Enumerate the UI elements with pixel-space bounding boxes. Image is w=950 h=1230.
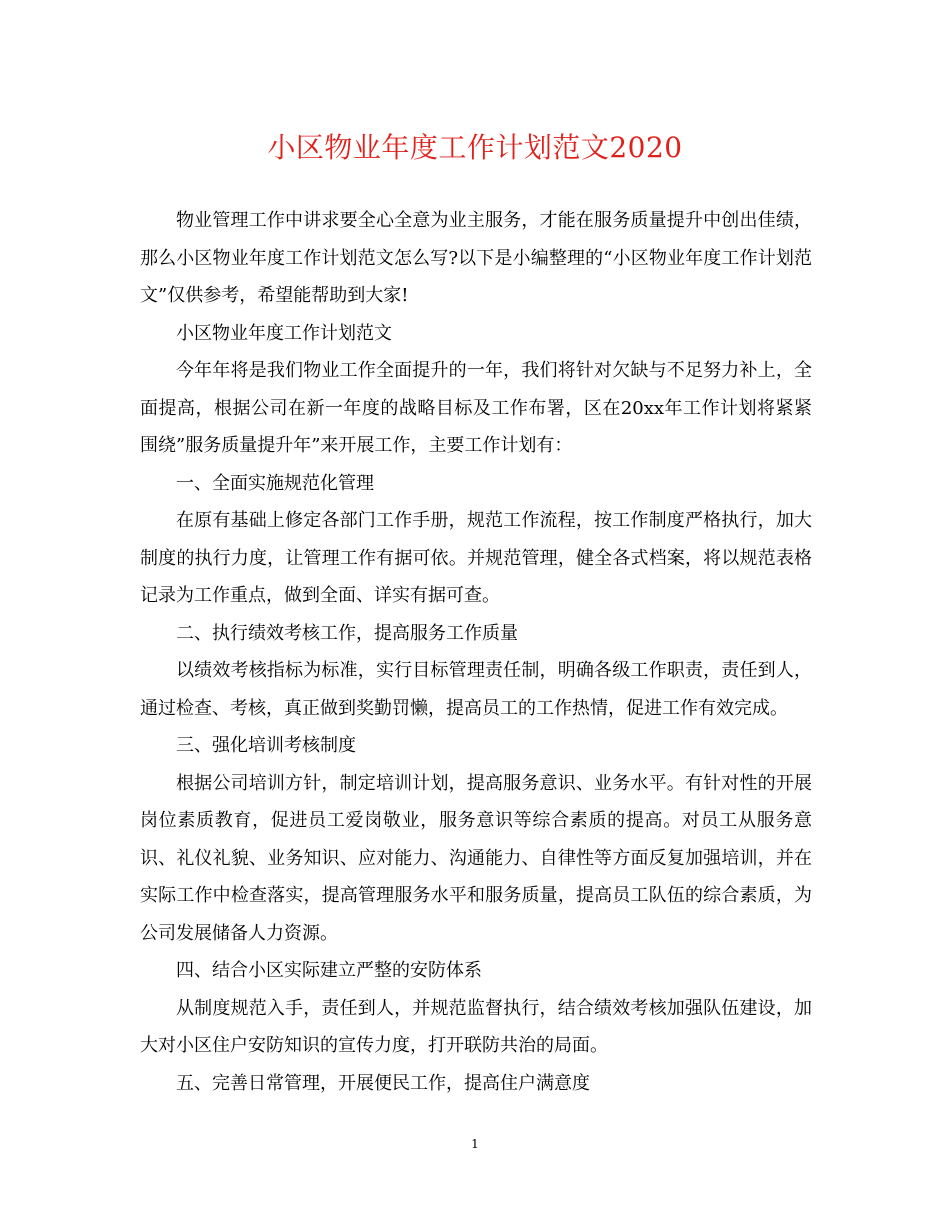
intro-paragraph: 物业管理工作中讲求要全心全意为业主服务，才能在服务质量提升中创出佳绩，那么小区物业年度工作计划范文怎么写?以下是小编整理的“小区物业年度工作计划范文”仅供参考，希望能帮助到大家!	[140, 210, 812, 306]
document-title: 小区物业年度工作计划范文2020	[267, 131, 683, 164]
section-paragraph-3: 根据公司培训方针，制定培训计划，提高服务意识、业务水平。有针对性的开展岗位素质教育，促进员工爱岗敬业，服务意识等综合素质的提高。对员工从服务意识、礼仪礼貌、业务知识、应对能力、沟通能力、自律性等方面反复加强培训，并在实际工作中检查落实，提高管理服务水平和服务质量，提高员工队伍的综合素质，为公司发展储备人力资源。	[140, 772, 812, 944]
section-heading-3: 三、强化培训考核制度	[176, 735, 356, 756]
section-heading-5: 五、完善日常管理，开展便民工作，提高住户满意度	[176, 1072, 590, 1094]
section-heading-1: 一、全面实施规范化管理	[176, 472, 374, 494]
overview-paragraph: 今年年将是我们物业工作全面提升的一年，我们将针对欠缺与不足努力补上，全面提高，根据公司在新一年度的战略目标及工作布署，区在20xx年工作计划将紧紧围绕”服务质量提升年”来开展工作，主要工作计划有：	[140, 360, 812, 456]
section-paragraph-2: 以绩效考核指标为标准，实行目标管理责任制，明确各级工作职责，责任到人，通过检查、考核，真正做到奖勤罚懒，提高员工的工作热情，促进工作有效完成。	[140, 660, 812, 719]
page-number: 1	[471, 1137, 479, 1151]
document-body	[140, 202, 812, 1102]
subtitle-heading: 小区物业年度工作计划范文	[176, 322, 392, 344]
section-heading-2: 二、执行绩效考核工作，提高服务工作质量	[176, 622, 518, 644]
section-heading-4: 四、结合小区实际建立严整的安防体系	[176, 960, 482, 981]
section-paragraph-1: 在原有基础上修定各部门工作手册，规范工作流程，按工作制度严格执行，加大制度的执行力度，让管理工作有据可依。并规范管理，健全各式档案，将以规范表格记录为工作重点，做到全面、详实有据可查。	[140, 510, 812, 606]
section-paragraph-4: 从制度规范入手，责任到人，并规范监督执行，结合绩效考核加强队伍建设，加大对小区住户安防知识的宣传力度，打开联防共治的局面。	[140, 997, 812, 1056]
